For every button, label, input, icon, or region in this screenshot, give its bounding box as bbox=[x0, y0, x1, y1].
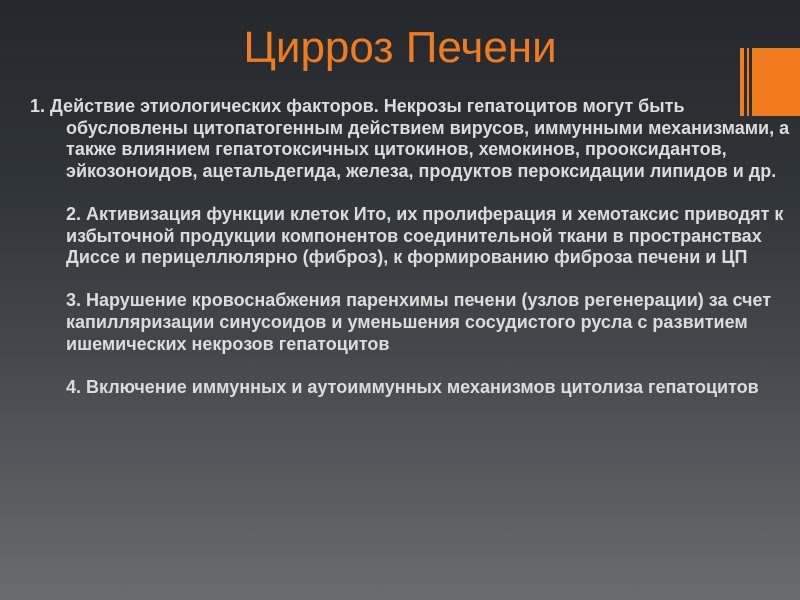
slide-body bbox=[30, 96, 795, 398]
list-item: 3. Нарушение кровоснабжения паренхимы печени (узлов регенерации) за счет капилляризации синусоидов и уменьшения сосудистого русла с развитием ишемических некрозов гепатоцитов bbox=[66, 290, 772, 354]
list-item: 1. Действие этиологических факторов. Некрозы гепатоцитов могут быть обусловлены цитопатогенным действием вирусов, иммунными механизмами, а также влиянием гепатотоксичных цитокинов, хемокинов, прооксидантов, эйкозоноидов, ацетальдегида, железа, продуктов пероксидации липидов и др. bbox=[30, 96, 790, 181]
slide-title: Цирроз Печени bbox=[243, 23, 557, 72]
list-item: 2. Активизация функции клеток Ито, их пролиферация и хемотаксис приводят к избыточной продукции компонентов соединительной ткани в пространствах Диссе и перицеллюлярно (фиброз), к формированию фиброза печени и ЦП bbox=[66, 203, 784, 268]
list-item: 4. Включение иммунных и аутоиммунных механизмов цитолиза гепатоцитов bbox=[66, 376, 759, 397]
